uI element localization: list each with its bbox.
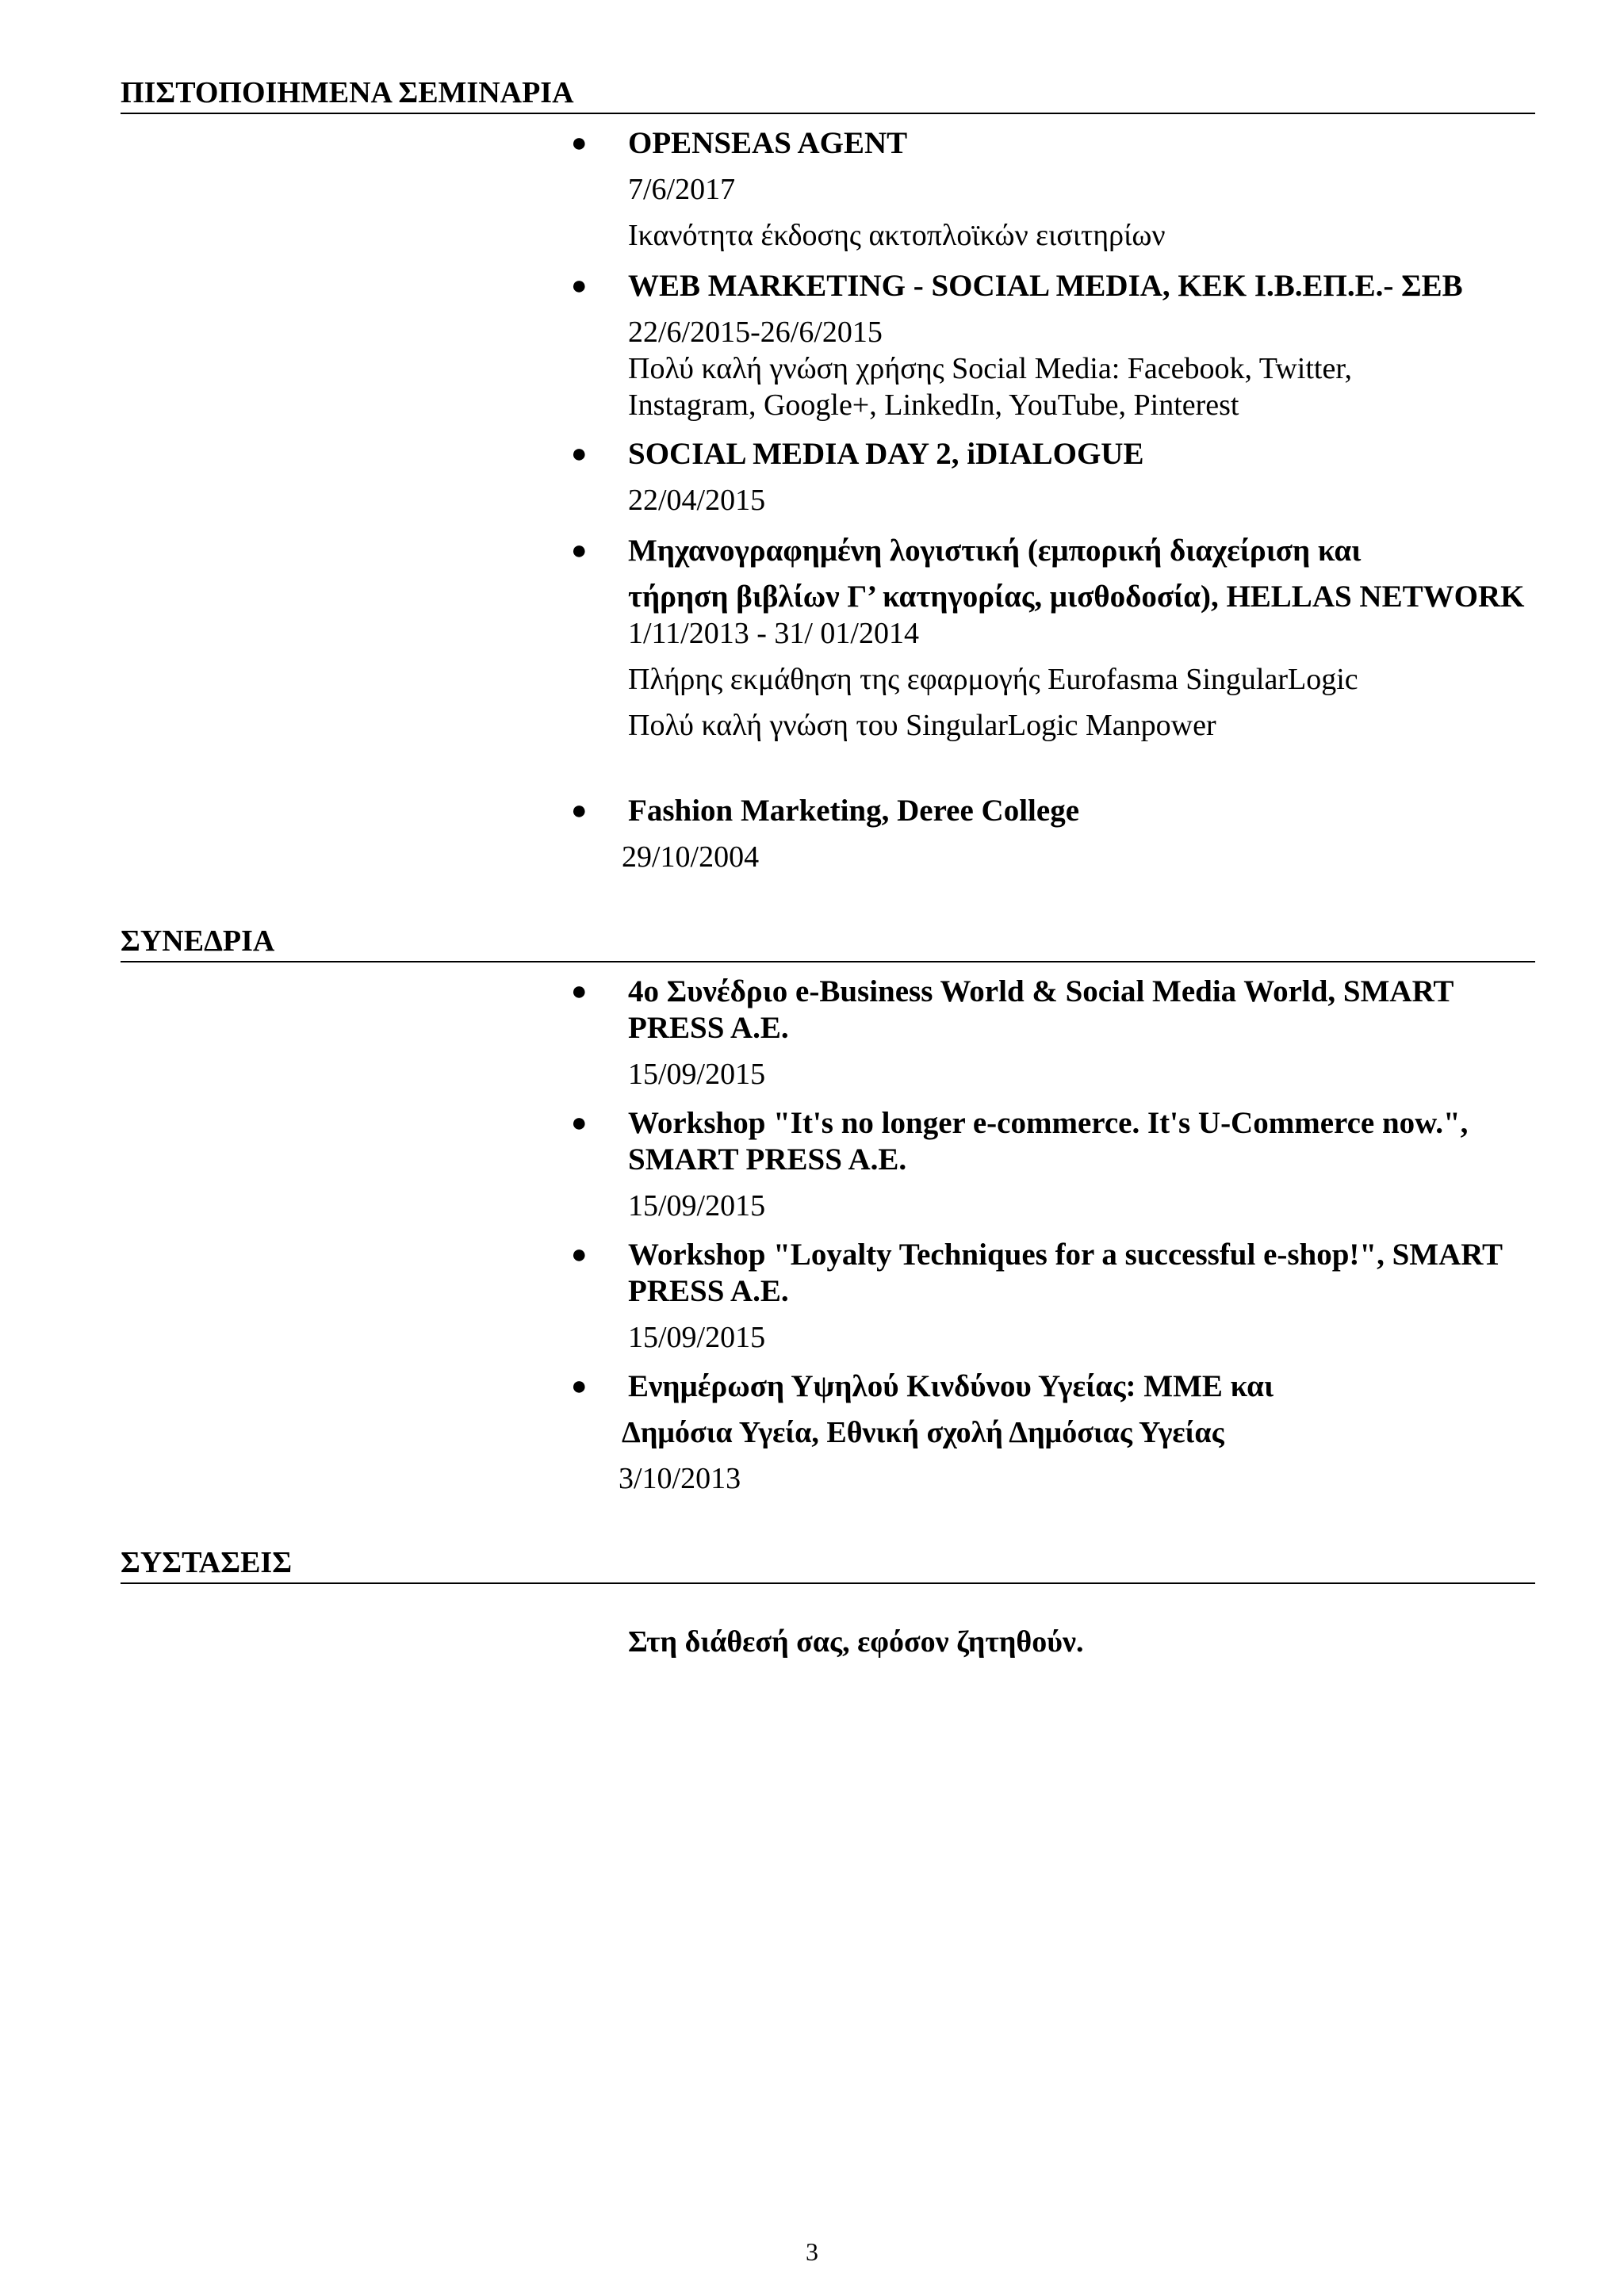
seminar-date: 7/6/2017 <box>628 173 736 206</box>
list-item-conference-2 <box>571 1105 1535 1224</box>
list-item-seminar-5 <box>571 793 1535 875</box>
bullet-icon: ● <box>571 128 588 158</box>
conference-title: 4ο Συνέδριο e-Business World & Social Media World, SMART PRESS A.E. <box>628 974 1454 1045</box>
seminar-date: 1/11/2013 - 31/ 01/2014 <box>628 617 919 650</box>
seminar-title: WEB MARKETING - SOCIAL MEDIA, ΚΕΚ Ι.Β.ΕΠ.Ε.- ΣΕΒ <box>628 269 1463 303</box>
section-heading-conferences: ΣΥΝΕΔΡΙΑ <box>121 923 1535 962</box>
seminar-title: Fashion Marketing, Deree College <box>628 794 1080 828</box>
seminar-date: 22/6/2015-26/6/2015 <box>628 316 883 349</box>
conference-date: 15/09/2015 <box>628 1189 766 1223</box>
seminar-description: Πολύ καλή γνώση του SingularLogic Manpower <box>628 709 1216 742</box>
seminar-description: Πλήρης εκμάθηση της εφαρμογής Eurofasma SingularLogic <box>628 663 1358 696</box>
section-heading-seminars: ΠΙΣΤΟΠΟΙΗΜΕΝΑ ΣΕΜΙΝΑΡΙΑ <box>121 75 1535 114</box>
seminar-description: Ικανότητα έκδοσης ακτοπλοϊκών εισιτηρίων <box>628 219 1166 252</box>
bullet-icon: ● <box>571 271 588 300</box>
section-heading-references: ΣΥΣΤΑΣΕΙΣ <box>121 1544 1535 1584</box>
references-text: Στη διάθεσή σας, εφόσον ζητηθούν. <box>628 1625 1084 1659</box>
page-number: 3 <box>806 2237 818 2266</box>
bullet-icon: ● <box>571 1240 588 1269</box>
bullet-icon: ● <box>571 977 588 1006</box>
conference-date: 15/09/2015 <box>628 1058 766 1091</box>
list-item-seminar-1 <box>571 125 1535 254</box>
list-item-conference-4 <box>571 1368 1535 1497</box>
conference-date: 15/09/2015 <box>628 1321 766 1354</box>
bullet-icon: ● <box>571 439 588 469</box>
conference-title: Workshop "It's no longer e-commerce. It's U-Commerce now.", SMART PRESS A.E. <box>628 1106 1469 1177</box>
list-item-seminar-4 <box>571 533 1535 744</box>
seminar-description: Πολύ καλή γνώση χρήσης Social Media: Facebook, Twitter, <box>628 352 1352 385</box>
seminar-title: Μηχανογραφημένη λογιστική (εμπορική διαχείριση και <box>628 534 1362 568</box>
seminar-title: OPENSEAS AGENT <box>628 126 908 160</box>
list-item-seminar-2 <box>571 268 1535 423</box>
seminar-date: 22/04/2015 <box>628 484 766 517</box>
conference-date: 3/10/2013 <box>619 1462 741 1495</box>
list-item-seminar-3 <box>571 436 1535 519</box>
seminar-title: SOCIAL MEDIA DAY 2, iDIALOGUE <box>628 437 1144 471</box>
bullet-icon: ● <box>571 1108 588 1138</box>
conference-title: Ενημέρωση Υψηλού Κινδύνου Υγείας: ΜΜΕ και <box>628 1369 1274 1403</box>
seminar-title-continued: τήρηση βιβλίων Γ’ κατηγορίας, μισθοδοσία), HELLAS NETWORK <box>628 580 1525 614</box>
bullet-icon: ● <box>571 536 588 565</box>
conference-title-continued: Δημόσια Υγεία, Εθνική σχολή Δημόσιας Υγείας <box>622 1416 1224 1449</box>
bullet-icon: ● <box>571 1372 588 1401</box>
seminar-date: 29/10/2004 <box>622 840 760 874</box>
list-item-conference-1 <box>571 974 1535 1093</box>
bullet-icon: ● <box>571 796 588 825</box>
list-item-conference-3 <box>571 1237 1535 1356</box>
conference-title: Workshop "Loyalty Techniques for a successful e-shop!", SMART PRESS A.E. <box>628 1238 1503 1308</box>
seminar-description: Instagram, Google+, LinkedIn, YouTube, Pinterest <box>628 388 1239 422</box>
